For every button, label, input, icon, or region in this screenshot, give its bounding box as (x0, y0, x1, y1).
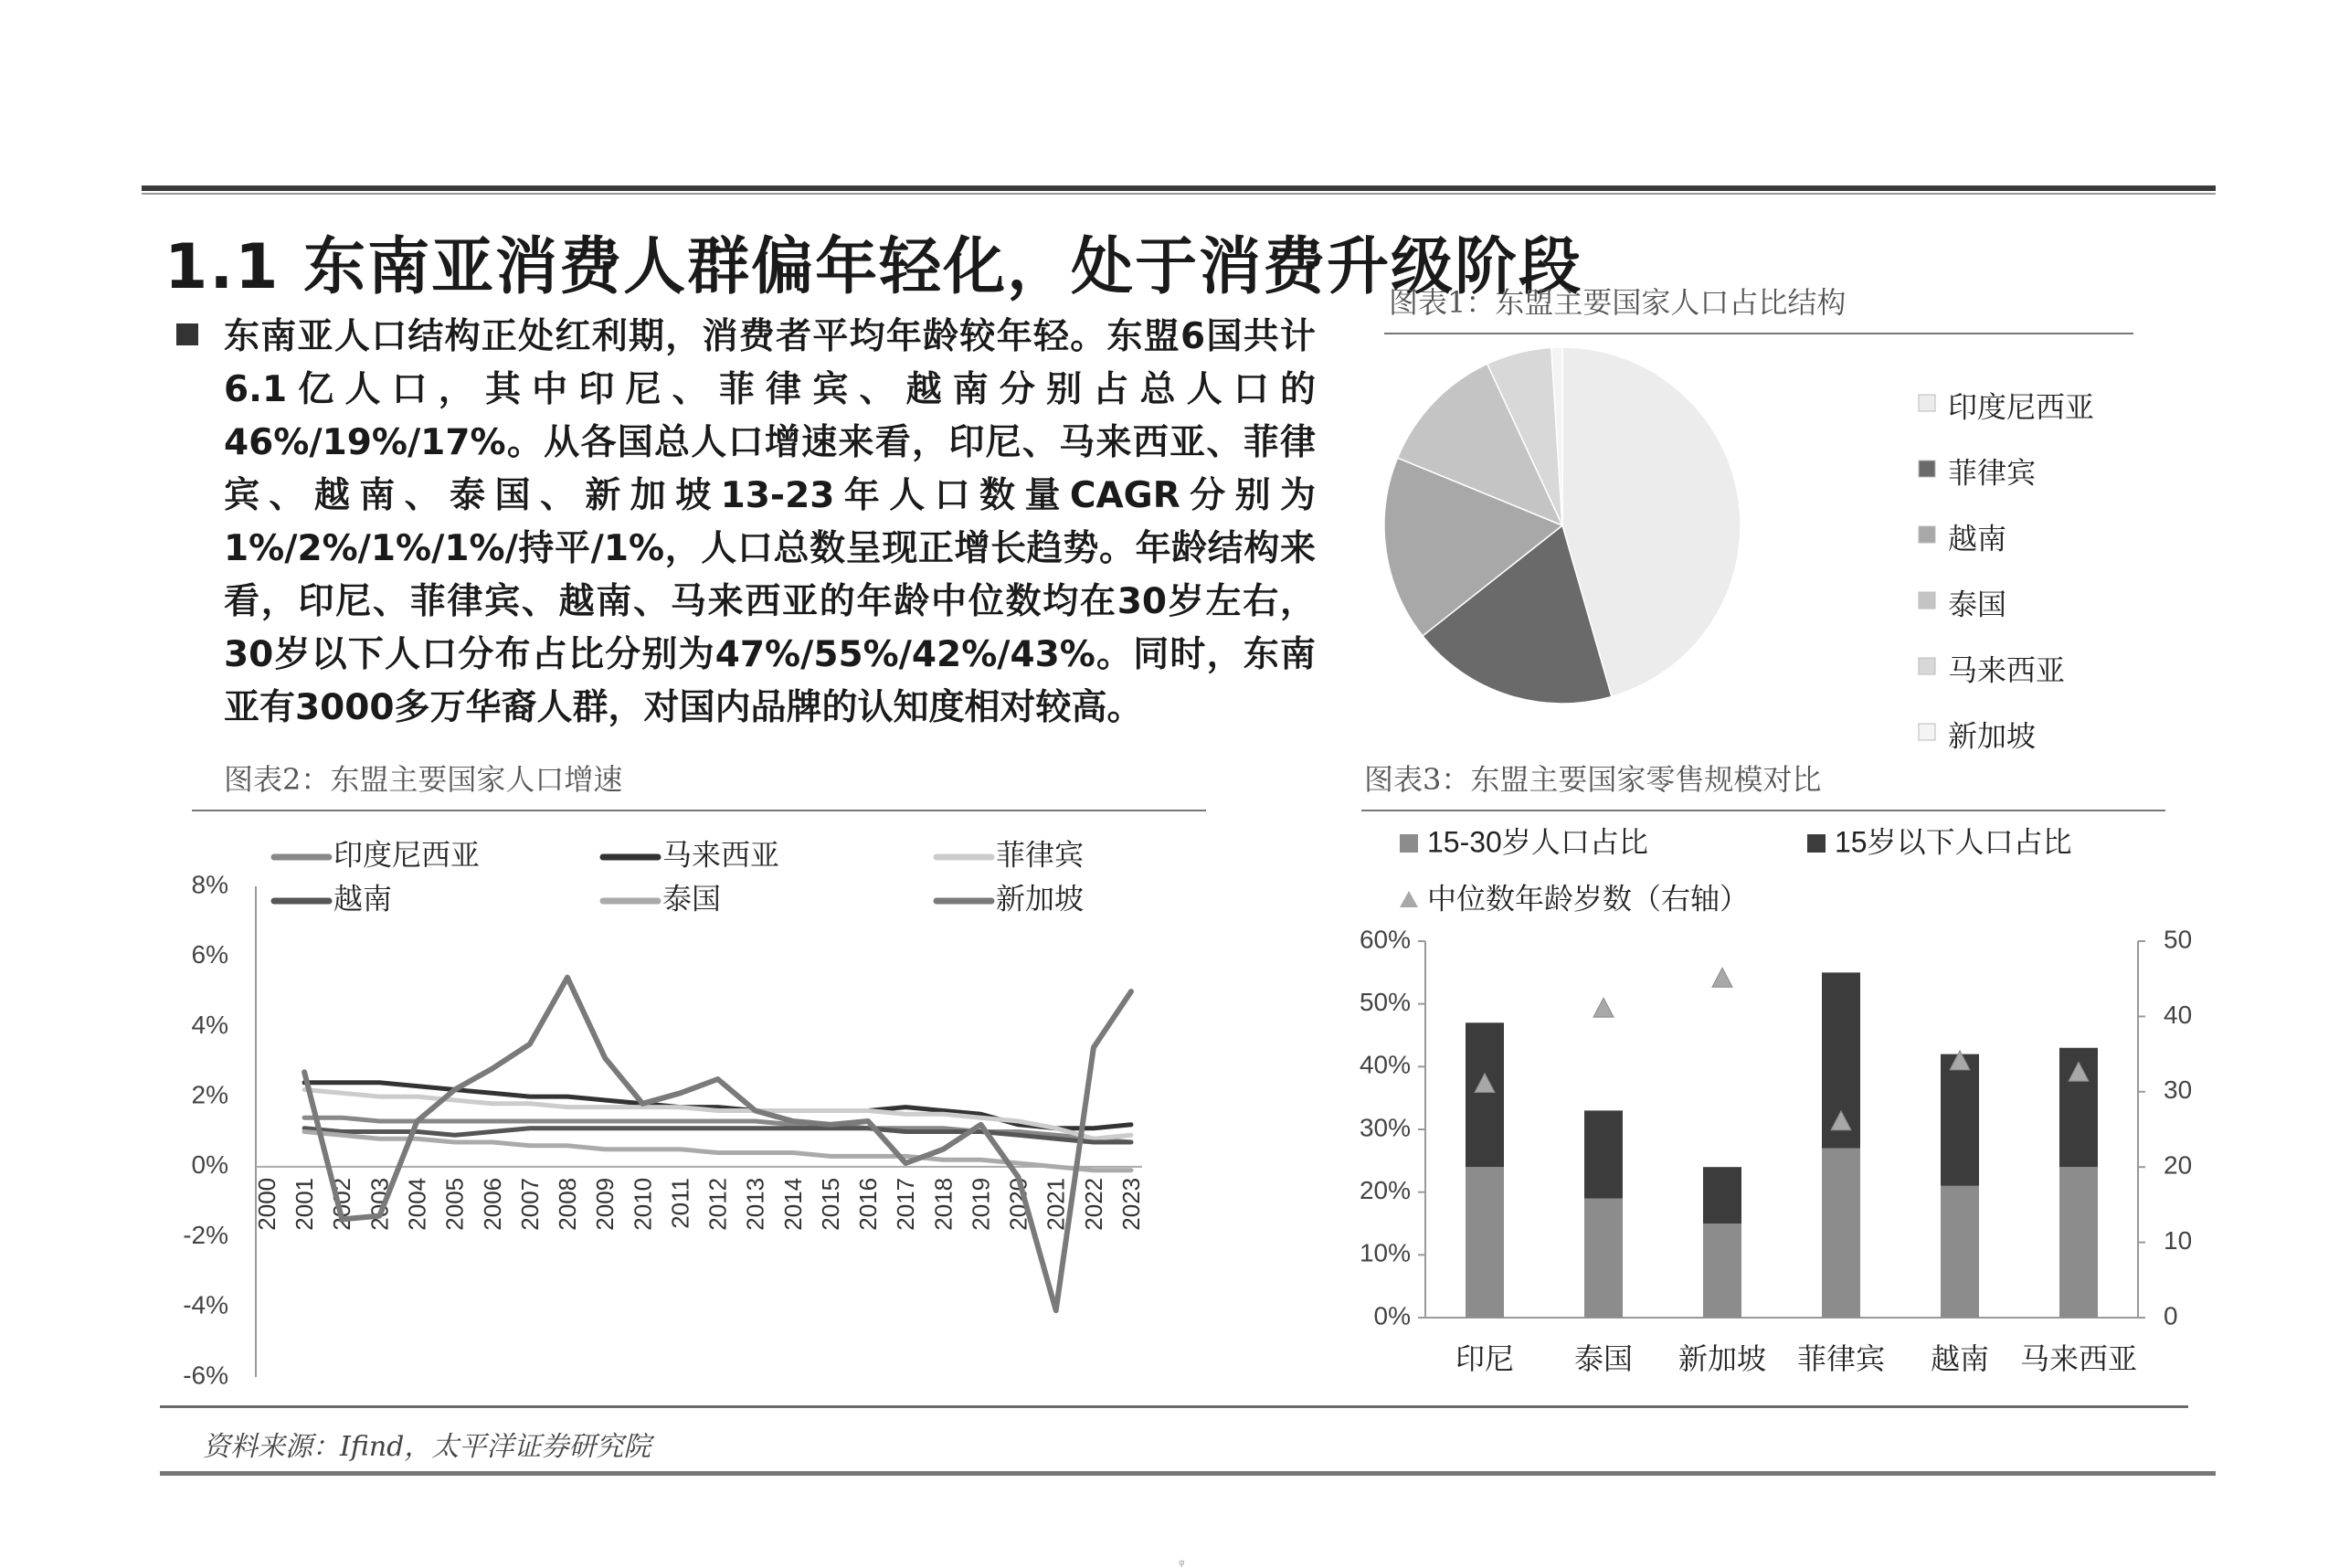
bullet-paragraph (178, 311, 1316, 735)
line-x-tick-label: 2021 (1042, 1177, 1070, 1231)
pie-legend-swatch-1 (1919, 461, 1935, 477)
line-x-tick-label: 2020 (1004, 1177, 1032, 1231)
line-x-tick-label: 2023 (1117, 1177, 1145, 1231)
line-x-tick-label: 2005 (440, 1177, 469, 1231)
line-x-tick-label: 2003 (365, 1177, 394, 1231)
pie-chart (1371, 338, 2193, 768)
bar-15-30-1 (1584, 1199, 1623, 1318)
bar-15-30-0 (1466, 1167, 1504, 1318)
line-x-tick-label: 2010 (629, 1177, 657, 1231)
page-title: 1.1 东南亚消费人群偏年轻化，处于消费升级阶段 (164, 231, 1583, 303)
line-x-tick-label: 2017 (892, 1177, 920, 1231)
pie-legend-swatch-3 (1919, 592, 1935, 609)
bullet-square-icon (176, 323, 198, 345)
bar-x-tick-label: 越南 (1930, 1342, 1990, 1375)
source-note: 资料来源：Ifind，太平洋证券研究院 (203, 1431, 651, 1463)
bar-under15-0 (1466, 1022, 1504, 1167)
line-x-tick-label: 2012 (704, 1177, 732, 1231)
top-rule-thin (142, 193, 2216, 195)
bar-y-tick-label: 60% (1359, 925, 1411, 954)
line-legend-label-4: 泰国 (662, 882, 722, 916)
pie-legend-swatch-5 (1919, 724, 1935, 740)
pie-legend-label-2: 越南 (1948, 522, 2007, 556)
line-x-tick-label: 2000 (253, 1177, 280, 1231)
pie-legend-swatch-2 (1919, 526, 1935, 543)
figure1-caption-rule (1384, 333, 2133, 334)
figure3-caption: 图表3：东盟主要国家零售规模对比 (1364, 762, 1822, 797)
figure2-caption: 图表2：东盟主要国家人口增速 (224, 762, 623, 797)
line-x-tick-label: 2008 (554, 1177, 582, 1231)
bar-y2-tick-label: 20 (2164, 1150, 2193, 1180)
bar-under15-2 (1703, 1167, 1741, 1224)
line-x-tick-label: 2006 (478, 1177, 506, 1231)
line-x-tick-label: 2016 (854, 1177, 883, 1231)
bottom-rule (160, 1471, 2216, 1476)
line-legend-label-3: 越南 (333, 882, 393, 916)
line-legend-label-1: 马来西亚 (662, 838, 780, 872)
bar-legend-label-2: 中位数年龄岁数（右轴） (1427, 882, 1750, 916)
line-x-tick-label: 2007 (515, 1177, 544, 1231)
source-rule (160, 1405, 2188, 1408)
line-y-tick-label: 0% (191, 1150, 228, 1180)
bar-legend-swatch-0 (1400, 834, 1418, 853)
bar-x-tick-label: 印尼 (1455, 1342, 1515, 1375)
bar-chart (1343, 818, 2202, 1403)
top-rule (142, 185, 2216, 191)
pie-legend-label-1: 菲律宾 (1948, 456, 2037, 490)
bar-legend-swatch-2 (1400, 891, 1418, 907)
line-x-tick-label: 2013 (741, 1177, 769, 1231)
bar-y-tick-label: 20% (1359, 1176, 1411, 1205)
bar-y2-tick-label: 50 (2164, 925, 2193, 954)
line-x-tick-label: 2001 (291, 1177, 319, 1231)
line-y-tick-label: -4% (183, 1290, 228, 1319)
bar-legend-swatch-1 (1807, 834, 1826, 853)
bar-y-tick-label: 30% (1359, 1113, 1411, 1142)
line-series-5 (304, 978, 1131, 1310)
bar-y2-tick-label: 0 (2164, 1301, 2178, 1330)
bar-legend-label-1: 15岁以下人口占比 (1835, 825, 2072, 859)
bar-x-tick-label: 泰国 (1573, 1342, 1634, 1375)
bar-y-tick-label: 40% (1359, 1050, 1411, 1079)
bar-y2-tick-label: 40 (2164, 1000, 2193, 1029)
figure3-caption-rule (1361, 810, 2165, 811)
pie-legend-swatch-4 (1919, 658, 1935, 674)
figure1-caption: 图表1：东盟主要国家人口占比结构 (1389, 285, 1847, 320)
pie-legend-swatch-0 (1919, 395, 1935, 411)
line-x-tick-label: 2004 (403, 1177, 431, 1231)
pie-legend-label-3: 泰国 (1948, 588, 2007, 621)
line-x-tick-label: 2011 (666, 1177, 694, 1229)
line-legend-label-0: 印度尼西亚 (333, 838, 481, 872)
bar-legend-label-0: 15-30岁人口占比 (1427, 825, 1648, 859)
line-legend-label-5: 新加坡 (996, 882, 1085, 916)
pie-legend-label-0: 印度尼西亚 (1948, 390, 2095, 424)
line-y-tick-label: 8% (191, 870, 228, 899)
line-x-tick-label: 2002 (328, 1177, 356, 1231)
line-y-tick-label: -2% (183, 1220, 228, 1249)
bar-15-30-2 (1703, 1224, 1741, 1318)
pie-legend-label-4: 马来西亚 (1948, 653, 2066, 687)
line-x-tick-label: 2019 (967, 1177, 995, 1231)
line-x-tick-label: 2022 (1079, 1177, 1107, 1231)
bar-15-30-4 (1941, 1186, 1979, 1318)
bar-y2-tick-label: 30 (2164, 1075, 2193, 1105)
pie-legend-label-5: 新加坡 (1948, 719, 2037, 753)
bar-x-tick-label: 马来西亚 (2019, 1342, 2138, 1375)
bar-x-tick-label: 菲律宾 (1796, 1342, 1886, 1375)
median-age-marker-2 (1712, 968, 1732, 987)
bar-15-30-3 (1822, 1149, 1860, 1318)
line-y-tick-label: -6% (183, 1361, 228, 1390)
line-x-tick-label: 2015 (816, 1177, 844, 1231)
line-y-tick-label: 6% (191, 940, 228, 969)
bar-under15-1 (1584, 1110, 1623, 1198)
bar-x-tick-label: 新加坡 (1678, 1342, 1767, 1375)
bar-y-tick-label: 10% (1359, 1238, 1411, 1267)
bar-y-tick-label: 50% (1359, 988, 1411, 1017)
bullet-text: 东南亚人口结构正处红利期，消费者平均年龄较年轻。东盟6国共计6.1亿人口，其中印尼、菲律宾、越南分别占总人口的46%/19%/17%。从各国总人口增速来看，印尼、马来西亚、菲律宾、越南、泰国、新加坡13-23年人口数量CAGR分别为1%/2%/1%/1%/持平/1%，人口总数呈现正增长趋势。年龄结构来看，印尼、菲律宾、越南、马来西亚的年龄中位数均在30岁左右，30岁以下人口分布占比分别为47%/55%/42%/43%。同时，东南亚有3000多万华裔人群，对国内品牌的认知度相对较高。 (224, 316, 1316, 728)
bar-under15-4 (1941, 1054, 1979, 1186)
bar-y2-tick-label: 10 (2164, 1225, 2193, 1255)
line-legend-label-2: 菲律宾 (996, 838, 1085, 872)
line-x-tick-label: 2009 (591, 1177, 619, 1231)
line-chart (174, 818, 1206, 1403)
figure2-caption-rule (192, 810, 1206, 811)
page-marker: φ (1179, 1558, 1185, 1568)
line-y-tick-label: 2% (191, 1080, 228, 1109)
line-x-tick-label: 2018 (929, 1177, 958, 1231)
line-y-tick-label: 4% (191, 1010, 228, 1039)
bar-15-30-5 (2059, 1167, 2098, 1318)
bar-y-tick-label: 0% (1373, 1301, 1411, 1330)
line-x-tick-label: 2014 (778, 1177, 807, 1231)
median-age-marker-1 (1593, 998, 1614, 1017)
